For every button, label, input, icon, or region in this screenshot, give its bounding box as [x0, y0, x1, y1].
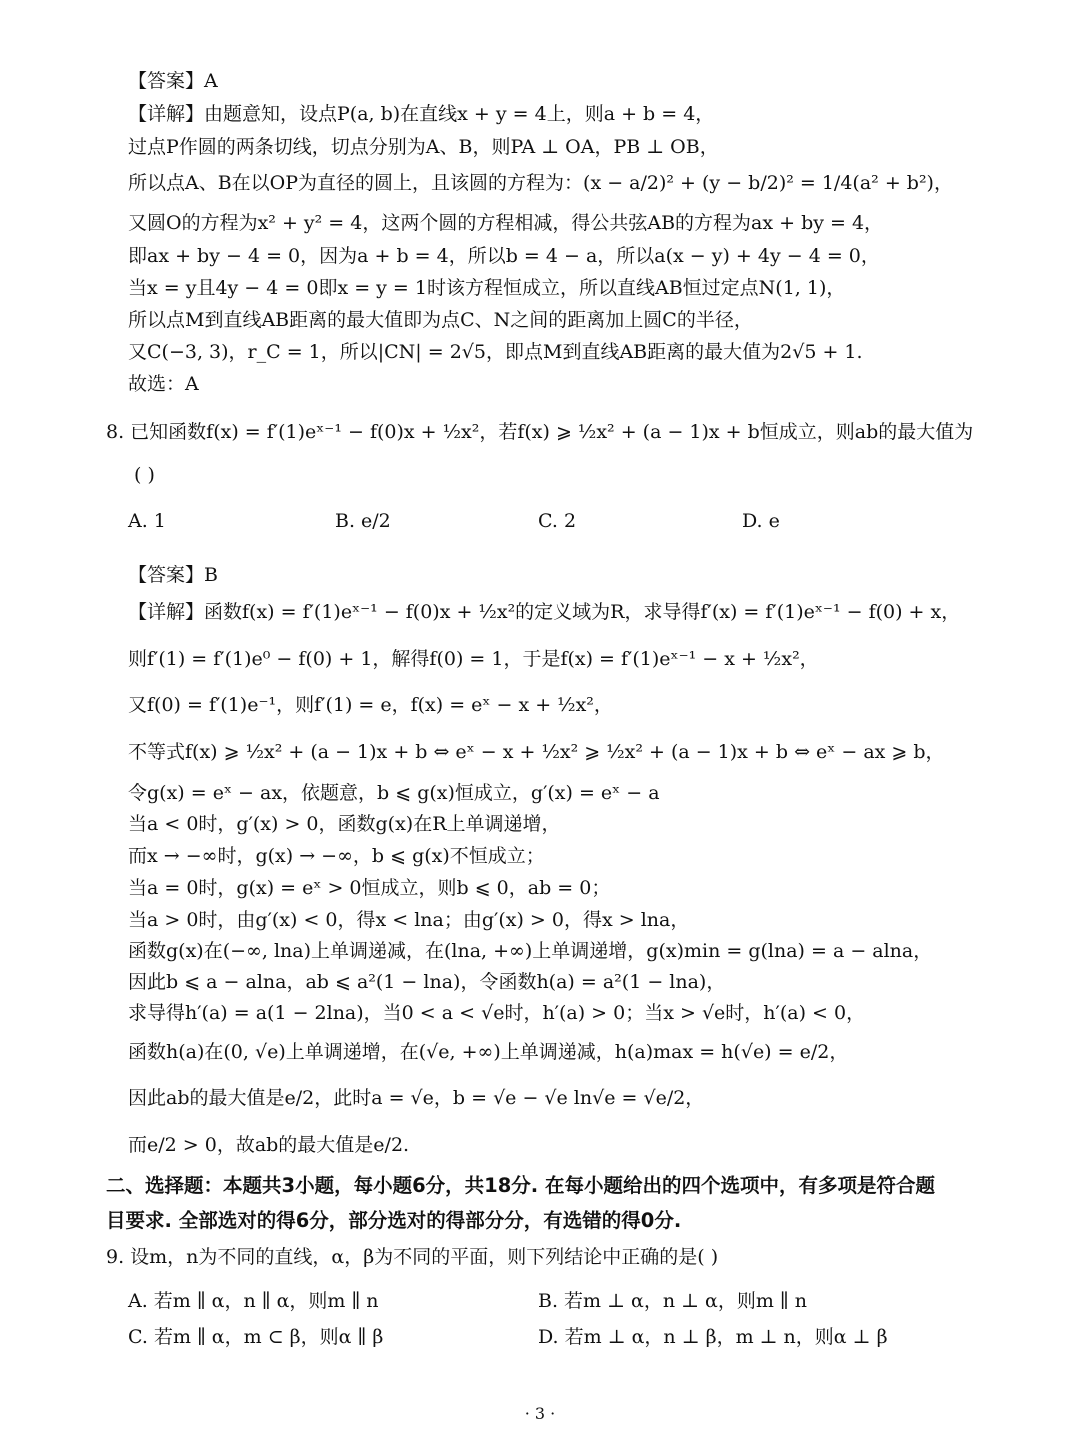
q9-option-b: B. 若m ⊥ α，n ⊥ α，则m ∥ n	[538, 1290, 807, 1312]
q9-option-d: D. 若m ⊥ α，n ⊥ β，m ⊥ n，则α ⊥ β	[538, 1326, 888, 1348]
q8-detail-line: 又f(0) = f′(1)e⁻¹，则f′(1) = e，f(x) = eˣ − x + ½x²，	[128, 694, 613, 716]
q9-option-a: A. 若m ∥ α，n ∥ α，则m ∥ n	[128, 1290, 379, 1312]
q8-detail-line: 因此b ⩽ a − alna，ab ⩽ a²(1 − lna)，令函数h(a) = a²(1 − lna)，	[128, 971, 726, 993]
q8-detail-line: 函数g(x)在(−∞, lna)上单调递减，在(lna, +∞)上单调递增，g(x)min = g(lna) = a − alna，	[128, 940, 933, 962]
q7-detail-line: 过点P作圆的两条切线，切点分别为A、B，则PA ⊥ OA，PB ⊥ OB，	[128, 136, 719, 158]
q8-detail-line: 令g(x) = eˣ − ax，依题意，b ⩽ g(x)恒成立，g′(x) = eˣ − a	[128, 782, 660, 804]
q7-detail-line: 所以点A、B在以OP为直径的圆上，且该圆的方程为：(x − a/2)² + (y − b/2)² = 1/4(a² + b²)，	[128, 172, 953, 194]
q9-stem: 9. 设m，n为不同的直线，α，β为不同的平面，则下列结论中正确的是( )	[106, 1246, 719, 1268]
q8-detail-line: 求导得h′(a) = a(1 − 2lna)，当0 < a < √e时，h′(a) > 0；当x > √e时，h′(a) < 0，	[128, 1002, 866, 1024]
q8-detail-line: 【详解】函数f(x) = f′(1)eˣ⁻¹ − f(0)x + ½x²的定义域为R，求导得f′(x) = f′(1)eˣ⁻¹ − f(0) + x，	[128, 601, 961, 623]
q7-detail-line: 又C(−3, 3)，r_C = 1，所以|CN| = 2√5，即点M到直线AB距离的最大值为2√5 + 1.	[128, 341, 863, 363]
q8-detail-line: 函数h(a)在(0, √e)上单调递增，在(√e, +∞)上单调递减，h(a)max = h(√e) = e/2，	[128, 1041, 849, 1063]
q8-detail-line: 不等式f(x) ⩾ ½x² + (a − 1)x + b ⇔ eˣ − x + ½x² ⩾ ½x² + (a − 1)x + b ⇔ eˣ − ax ⩾ b，	[128, 741, 945, 763]
q8-option-c: C. 2	[538, 510, 577, 532]
page-number: · 3 ·	[524, 1404, 556, 1423]
q8-detail-line: 当a > 0时，由g′(x) < 0，得x < lna；由g′(x) > 0，得x > lna，	[128, 909, 690, 931]
section-heading: 目要求. 全部选对的得6分，部分选对的得部分分，有选错的得0分.	[106, 1209, 682, 1232]
q7-detail-line: 故选：A	[128, 373, 199, 395]
q8-detail-line: 则f′(1) = f′(1)e⁰ − f(0) + 1，解得f(0) = 1，于是f(x) = f′(1)eˣ⁻¹ − x + ½x²，	[128, 648, 819, 670]
q8-answer: 【答案】B	[128, 564, 218, 586]
q9-option-c: C. 若m ∥ α，m ⊂ β，则α ∥ β	[128, 1326, 384, 1348]
q8-option-b: B. e/2	[335, 510, 391, 532]
q8-option-a: A. 1	[128, 510, 166, 532]
q7-detail-line: 又圆O的方程为x² + y² = 4，这两个圆的方程相减，得公共弦AB的方程为ax + by = 4，	[128, 212, 884, 234]
section-heading: 二、选择题：本题共3小题，每小题6分，共18分. 在每小题给出的四个选项中，有多项是符合题	[106, 1174, 935, 1197]
q7-detail-line: 所以点M到直线AB距离的最大值即为点C、N之间的距离加上圆C的半径，	[128, 309, 753, 331]
q8-detail-line: 当a < 0时，g′(x) > 0，函数g(x)在R上单调递增，	[128, 813, 561, 835]
q8-detail-line: 而x → −∞时，g(x) → −∞，b ⩽ g(x)不恒成立；	[128, 845, 545, 867]
q8-answer-paren: ( )	[134, 464, 155, 486]
q7-detail-line: 【详解】由题意知，设点P(a, b)在直线x + y = 4上，则a + b = 4，	[128, 103, 715, 125]
q7-answer: 【答案】A	[128, 70, 218, 92]
q8-detail-line: 因此ab的最大值是e/2，此时a = √e，b = √e − √e ln√e = √e/2，	[128, 1087, 705, 1109]
q8-option-d: D. e	[742, 510, 780, 532]
q7-detail-line: 当x = y且4y − 4 = 0即x = y = 1时该方程恒成立，所以直线AB恒过定点N(1, 1)，	[128, 277, 846, 299]
q8-detail-line: 当a = 0时，g(x) = eˣ > 0恒成立，则b ⩽ 0，ab = 0；	[128, 877, 611, 899]
q8-stem: 8. 已知函数f(x) = f′(1)eˣ⁻¹ − f(0)x + ½x²，若f(x) ⩾ ½x² + (a − 1)x + b恒成立，则ab的最大值为	[106, 421, 974, 443]
q8-detail-line: 而e/2 > 0，故ab的最大值是e/2.	[128, 1134, 410, 1156]
q7-detail-line: 即ax + by − 4 = 0，因为a + b = 4，所以b = 4 − a，所以a(x − y) + 4y − 4 = 0，	[128, 245, 880, 267]
